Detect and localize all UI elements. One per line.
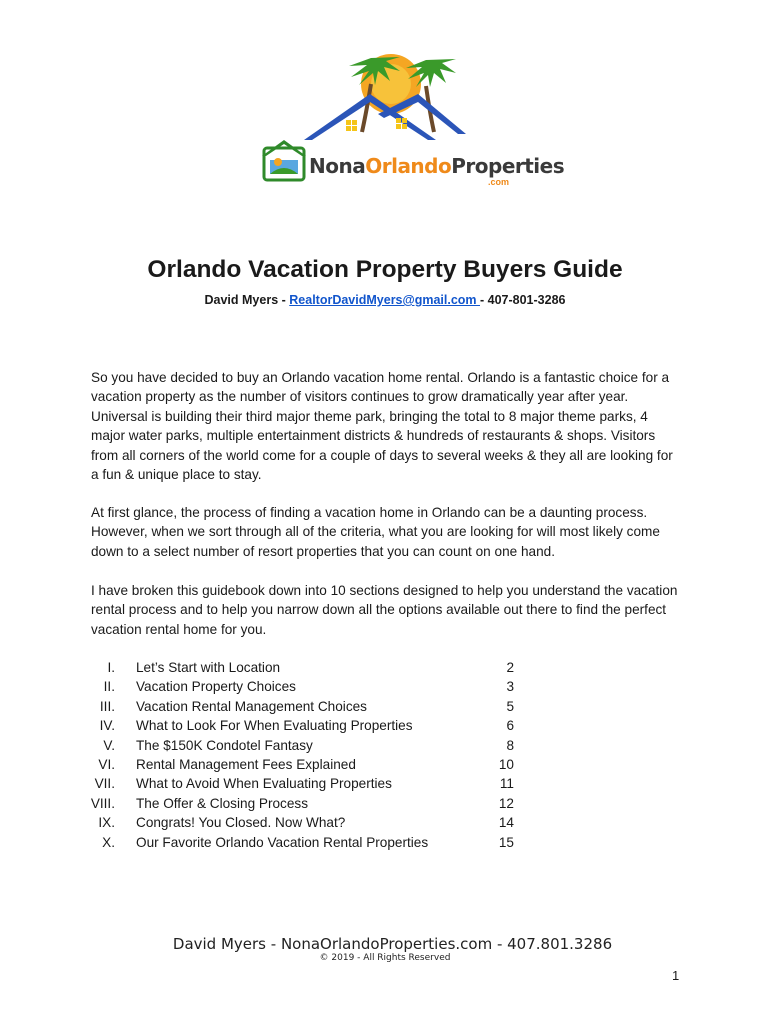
toc-item-title: Rental Management Fees Explained — [136, 756, 356, 772]
toc-item — [60, 697, 530, 716]
toc-item — [60, 813, 530, 832]
toc-item-page: 8 — [506, 737, 514, 753]
toc-item-page: 2 — [506, 660, 514, 675]
toc-item-page: 11 — [499, 776, 514, 792]
author-byline — [0, 293, 770, 307]
toc-item-number: VI. — [98, 756, 115, 772]
toc-item-title: What to Look For When Evaluating Properties — [136, 718, 413, 734]
toc-item — [60, 794, 530, 813]
toc-item-title: The $150K Condotel Fantasy — [136, 737, 313, 753]
toc-item-page: 15 — [498, 834, 514, 850]
toc-item-title: Our Favorite Orlando Vacation Rental Properties — [136, 834, 429, 850]
toc-item-title: Congrats! You Closed. Now What? — [136, 815, 346, 831]
toc-item-title: Vacation Rental Management Choices — [136, 698, 367, 714]
brand-name-part-1: Nona — [309, 154, 366, 178]
toc-item-title: Vacation Property Choices — [136, 679, 296, 695]
toc-item-page: 5 — [506, 698, 514, 714]
toc-item-page: 6 — [506, 718, 514, 734]
author-phone: - 407-801-3286 — [480, 293, 566, 307]
toc-item-number: V. — [103, 737, 115, 753]
toc-item — [60, 833, 530, 852]
toc-item-page: 14 — [498, 815, 514, 831]
toc-item-page: 3 — [506, 679, 514, 695]
toc-item-number: III. — [99, 698, 115, 714]
footer-contact: David Myers - NonaOrlandoProperties.com - 407.801.3286 — [172, 935, 613, 953]
toc-item — [60, 755, 530, 774]
author-email-link[interactable]: RealtorDavidMyers@gmail.com — [289, 293, 480, 307]
toc-item — [60, 736, 530, 755]
toc-item-page: 12 — [498, 795, 514, 811]
author-name: David Myers - — [204, 293, 290, 307]
toc-item-number: I. — [107, 660, 115, 675]
page-number: 1 — [672, 968, 680, 983]
document-title: Orlando Vacation Property Buyers Guide — [147, 256, 623, 283]
toc-item — [60, 774, 530, 793]
brand-name-part-2: Orlando — [365, 154, 452, 178]
toc-item-page: 10 — [498, 756, 514, 772]
toc-item — [60, 658, 530, 677]
table-of-contents — [60, 658, 530, 852]
brand-name-part-3: Properties — [451, 154, 565, 178]
toc-item — [60, 677, 530, 696]
footer-copyright: © 2019 - All Rights Reserved — [319, 953, 451, 963]
toc-item-number: VII. — [94, 776, 115, 792]
toc-item-number: IV. — [99, 718, 115, 734]
toc-item-title: What to Avoid When Evaluating Properties — [136, 776, 392, 792]
process-paragraph: At first glance, the process of finding a vacation home in Orlando can be a daunting process. However, when we sort through all of the criteria, what you are looking for will most likely come down to a select number of resort properties that you can count on one hand. — [91, 505, 660, 559]
intro-paragraph: So you have decided to buy an Orlando vacation home rental. Orlando is a fantastic choice for a vacation property as the number of visitors continues to grow dramatically year after year. Universal is building their third major theme park, bringing the total to 8 major theme parks, 4 major water parks, multiple entertainment districts & hundreds of restaurants & shops. Visitors from all corners of the world come for a couple of days to several weeks & they all are looking for a fun & unique place to stay. — [91, 370, 673, 483]
toc-item — [60, 716, 530, 735]
guidebook-paragraph: I have broken this guidebook down into 10 sections designed to help you understand the vacation rental process and to help you narrow down all the options available out there to find the perfect vacation rental home for you. — [91, 583, 678, 637]
toc-item-number: II. — [103, 679, 115, 695]
brand-name — [309, 154, 564, 178]
toc-item-title: The Offer & Closing Process — [136, 795, 309, 811]
toc-item-title: Let’s Start with Location — [136, 660, 281, 675]
toc-item-number: IX. — [98, 815, 115, 831]
toc-item-number: VIII. — [90, 795, 115, 811]
brand-suffix: .com — [488, 177, 510, 187]
toc-item-number: X. — [102, 834, 115, 850]
